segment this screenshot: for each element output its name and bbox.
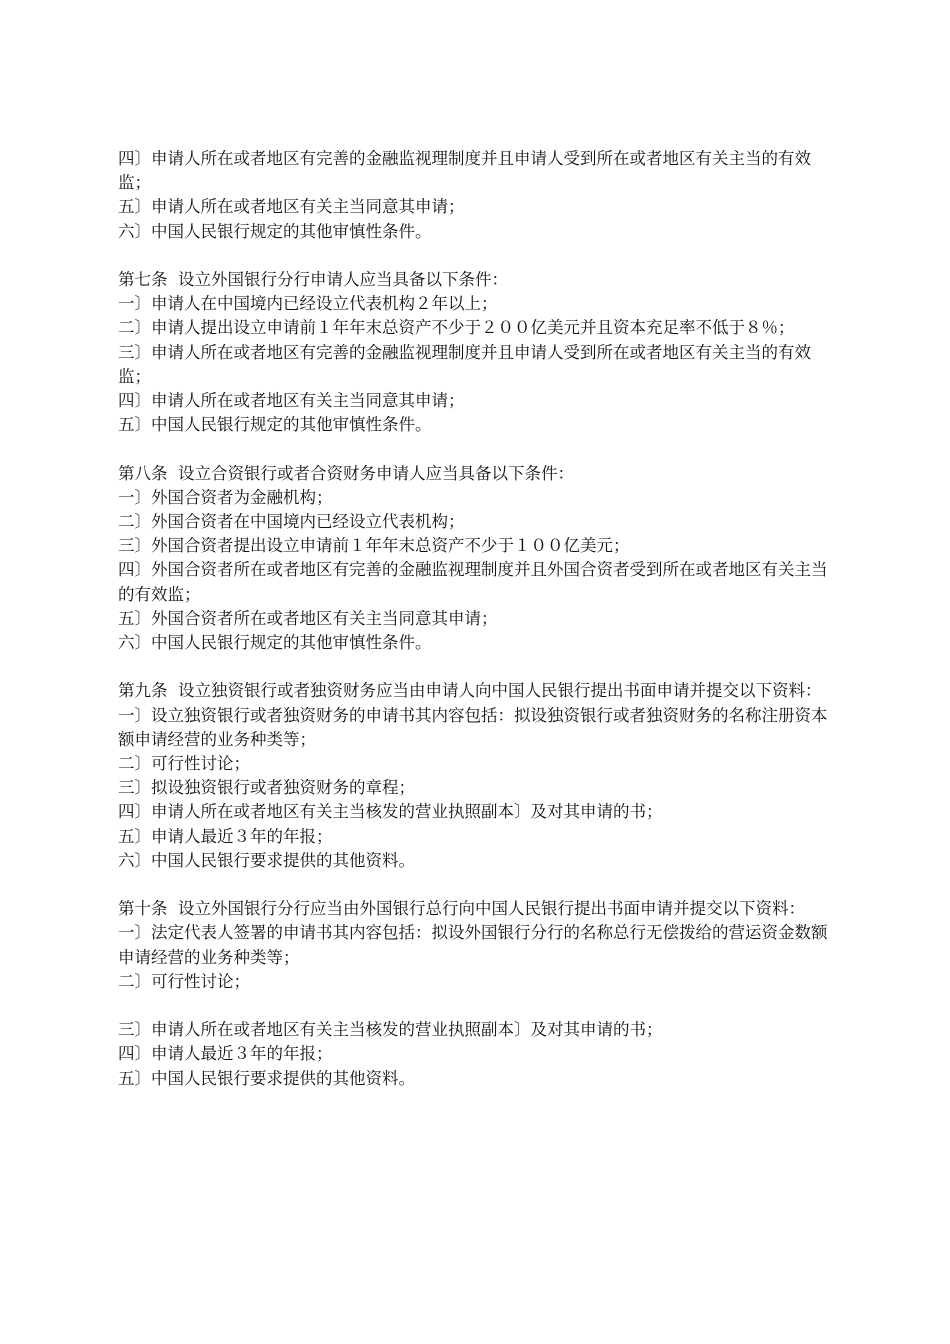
- paragraph-line: 二〕申请人提出设立申请前１年年末总资产不少于２００亿美元并且资本充足率不低于８％；: [118, 318, 795, 338]
- paragraph-line: 二〕可行性讨论；: [118, 754, 250, 774]
- paragraph-line: 一〕申请人在中国境内已经设立代表机构２年以上；: [118, 294, 498, 314]
- paragraph-line: 五〕申请人最近３年的年报；: [118, 826, 333, 846]
- section-article-10: [118, 897, 834, 1091]
- article-heading: 第七条 设立外国银行分行申请人应当具备以下条件：: [118, 270, 508, 289]
- paragraph-line: 四〕申请人所在或者地区有关主当核发的营业执照副本〕及对其申请的书；: [118, 802, 663, 822]
- paragraph-line: 五〕中国人民银行规定的其他审慎性条件。: [118, 415, 432, 435]
- paragraph-line: 五〕中国人民银行要求提供的其他资料。: [118, 1068, 415, 1088]
- paragraph-line: 五〕外国合资者所在或者地区有关主当同意其申请；: [118, 608, 498, 628]
- paragraph-line: 一〕法定代表人签署的申请书其内容包括：拟设外国银行分行的名称总行无偿拨给的营运资金数额申请经营的业务种类等；: [118, 923, 828, 967]
- blank-line: [118, 994, 834, 1018]
- paragraph-line: 六〕中国人民银行要求提供的其他资料。: [118, 850, 415, 870]
- section-article-7: [118, 268, 834, 437]
- paragraph-line: 四〕申请人所在或者地区有完善的金融监视理制度并且申请人受到所在或者地区有关主当的有效监；: [118, 149, 811, 193]
- paragraph-line: 四〕外国合资者所在或者地区有完善的金融监视理制度并且外国合资者受到所在或者地区有关主当的有效监；: [118, 560, 828, 604]
- article-heading: 第九条 设立独资银行或者独资财务应当由申请人向中国人民银行提出书面申请并提交以下资料：: [118, 681, 822, 701]
- paragraph-line: 三〕申请人所在或者地区有完善的金融监视理制度并且申请人受到所在或者地区有关主当的有效监；: [118, 342, 811, 386]
- section-article-6-continued: [118, 147, 834, 244]
- article-heading: 第八条 设立合资银行或者合资财务申请人应当具备以下条件：: [118, 463, 574, 483]
- section-article-9: [118, 679, 834, 873]
- paragraph-line: 一〕设立独资银行或者独资财务的申请书其内容包括：拟设独资银行或者独资财务的名称注册资本额申请经营的业务种类等；: [118, 705, 828, 749]
- paragraph-line: 三〕申请人所在或者地区有关主当核发的营业执照副本〕及对其申请的书；: [118, 1020, 663, 1040]
- paragraph-line: 三〕拟设独资银行或者独资财务的章程；: [118, 778, 415, 798]
- document-page: [118, 147, 834, 1115]
- paragraph-line: 三〕外国合资者提出设立申请前１年年末总资产不少于１００亿美元；: [118, 536, 630, 556]
- paragraph-line: 六〕中国人民银行规定的其他审慎性条件。: [118, 221, 432, 241]
- paragraph-line: 二〕可行性讨论；: [118, 971, 250, 991]
- paragraph-line: 四〕申请人最近３年的年报；: [118, 1044, 333, 1064]
- paragraph-line: 二〕外国合资者在中国境内已经设立代表机构；: [118, 512, 465, 532]
- paragraph-line: 六〕中国人民银行规定的其他审慎性条件。: [118, 633, 432, 653]
- article-heading: 第十条 设立外国银行分行应当由外国银行总行向中国人民银行提出书面申请并提交以下资料：: [118, 899, 805, 919]
- paragraph-line: 四〕申请人所在或者地区有关主当同意其申请；: [118, 391, 465, 411]
- paragraph-line: 一〕外国合资者为金融机构；: [118, 487, 333, 507]
- paragraph-line: 五〕申请人所在或者地区有关主当同意其申请；: [118, 197, 465, 217]
- section-article-8: [118, 462, 834, 656]
